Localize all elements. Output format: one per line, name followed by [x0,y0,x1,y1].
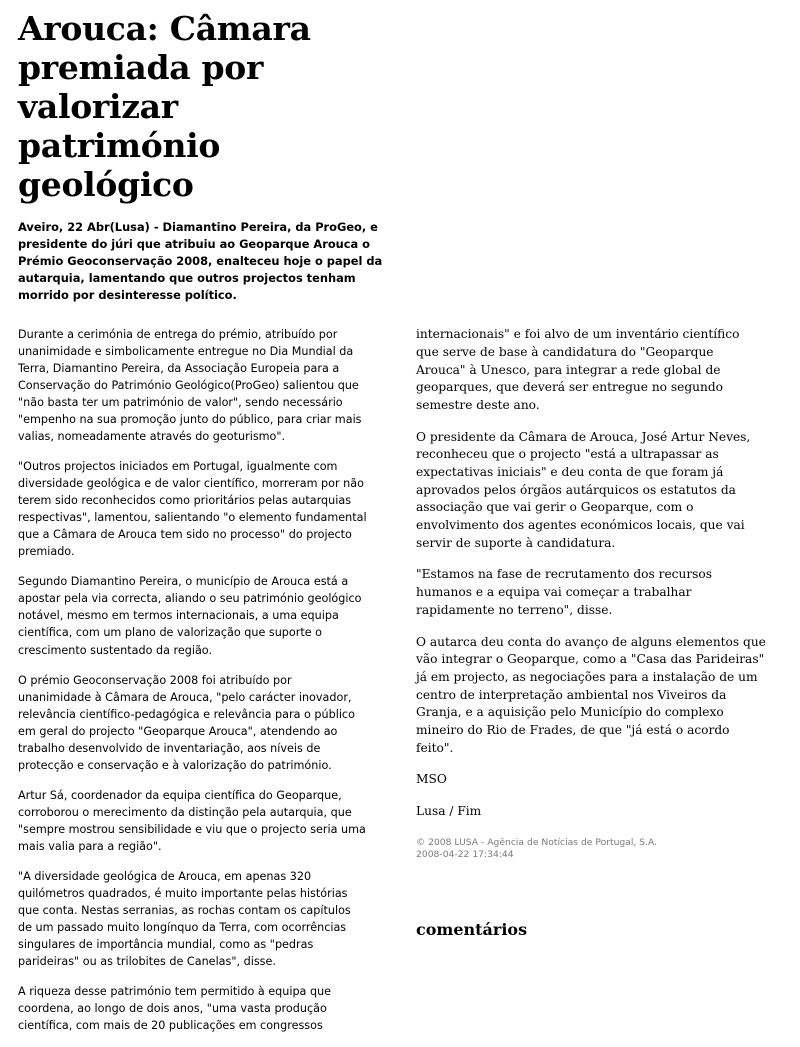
article-paragraph: "Estamos na fase de recrutamento dos recursos humanos e a equipa vai começar a trabalhar rapidamente no terreno", disse. [416,567,713,617]
author-initials: MSO [416,772,447,787]
article-paragraph: O presidente da Câmara de Arouca, José Artur Neves, reconheceu que o projecto "está a ultrapassar as expectativas iniciais" e deu conta de que foram já aprovados pelos órgãos autárquicos os estatutos da associação que vai gerir o Geoparque, com o envolvimento dos agentes económicos locais, que vai servir de suporte à candidatura. [416,429,751,550]
article-paragraph: internacionais" e foi alvo de um inventário científico que serve de base à candidatura do "Geoparque Arouca" à Unesco, para integrar a rede global de geoparques, que deverá ser entregue no segundo semestre deste ano. [416,327,740,412]
article-lede: Aveiro, 22 Abr(Lusa) - Diamantino Pereira, da ProGeo, e presidente do júri que atribuiu ao Geoparque Arouca o Prémio Geoconservação 2008, enalteceu hoje o papel da autarquia, lamentando que outros projectos tenham morrido por desinteresse político. [18,219,383,303]
article-paragraph: "Outros projectos iniciados em Portugal, igualmente com diversidade geológica e de valor científico, morreram por não terem sido reconhecidos como prioritários pelas autarquias respectivas", lamentou, salientando "o elemento fundamental que a Câmara de Arouca tem sido no processo" do projecto premiado. [18,460,367,559]
article-paragraph: A riqueza desse património tem permitido à equipa que coordena, ao longo de dois anos, "uma vasta produção científica, com mais de 20 publicações em congressos [18,984,332,1032]
comments-heading: comentários [416,919,528,939]
agency-credit: Lusa / Fim [416,804,482,819]
timestamp: 2008-04-22 17:34:44 [416,849,514,861]
article-paragraph: Artur Sá, coordenador da equipa científica do Geoparque, corroborou o merecimento da distinção pela autarquia, que "sempre mostrou sensibilidade e viu que o projecto seria uma mais valia para a região". [18,788,366,853]
article-paragraph: Segundo Diamantino Pereira, o município de Arouca está a apostar pela via correcta, aliando o seu património geológico notável, mesmo em termos internacionais, a uma equipa científica, com um plano de valorização que suporte o crescimento sustentado da região. [18,575,362,657]
article-paragraph: Durante a cerimónia de entrega do prémio, atribuído por unanimidade e simbolicamente entregue no Dia Mundial da Terra, Diamantino Pereira, da Associação Europeia para a Conservação do Património Geológico(ProGeo) salientou que "não basta ter um património de valor", sendo necessário "empenho na sua promoção junto do público, para criar mais valias, nomeadamente através do geoturismo". [18,328,362,444]
page-title: Arouca: Câmara premiada por valorizar património geológico [18,9,311,204]
article-paragraph: O prémio Geoconservação 2008 foi atribuído por unanimidade à Câmara de Arouca, "pelo carácter inovador, relevância científico-pedagógica e relevância para o público em geral do projecto "Geoparque Arouca", atendendo ao trabalho desenvolvido de inventariação, aos níveis de protecção e conservação e à valorização do património. [18,673,355,772]
article-columns [18,326,782,1047]
copyright-line: © 2008 LUSA - Agência de Notícias de Portugal, S.A. [416,836,658,848]
article-left-column [18,326,368,1047]
article-right-column [416,326,766,938]
article-paragraph: O autarca deu conta do avanço de alguns elementos que vão integrar o Geoparque, como a "Casa das Parideiras" já em projecto, as negociações para a instalação de um centro de interpretação ambiental nos Viveiros da Granja, e a aquisição pelo Município do complexo mineiro do Rio de Frades, de que "já está o acordo feito". [416,634,766,755]
article-paragraph: "A diversidade geológica de Arouca, em apenas 320 quilómetros quadrados, é muito importante pelas histórias que conta. Nestas serranias, as rochas contam os capítulos de um passado muito longínquo da Terra, com ocorrências singulares de importância mundial, como as "pedras parideiras" ou as trilobites de Canelas", disse. [18,869,351,968]
